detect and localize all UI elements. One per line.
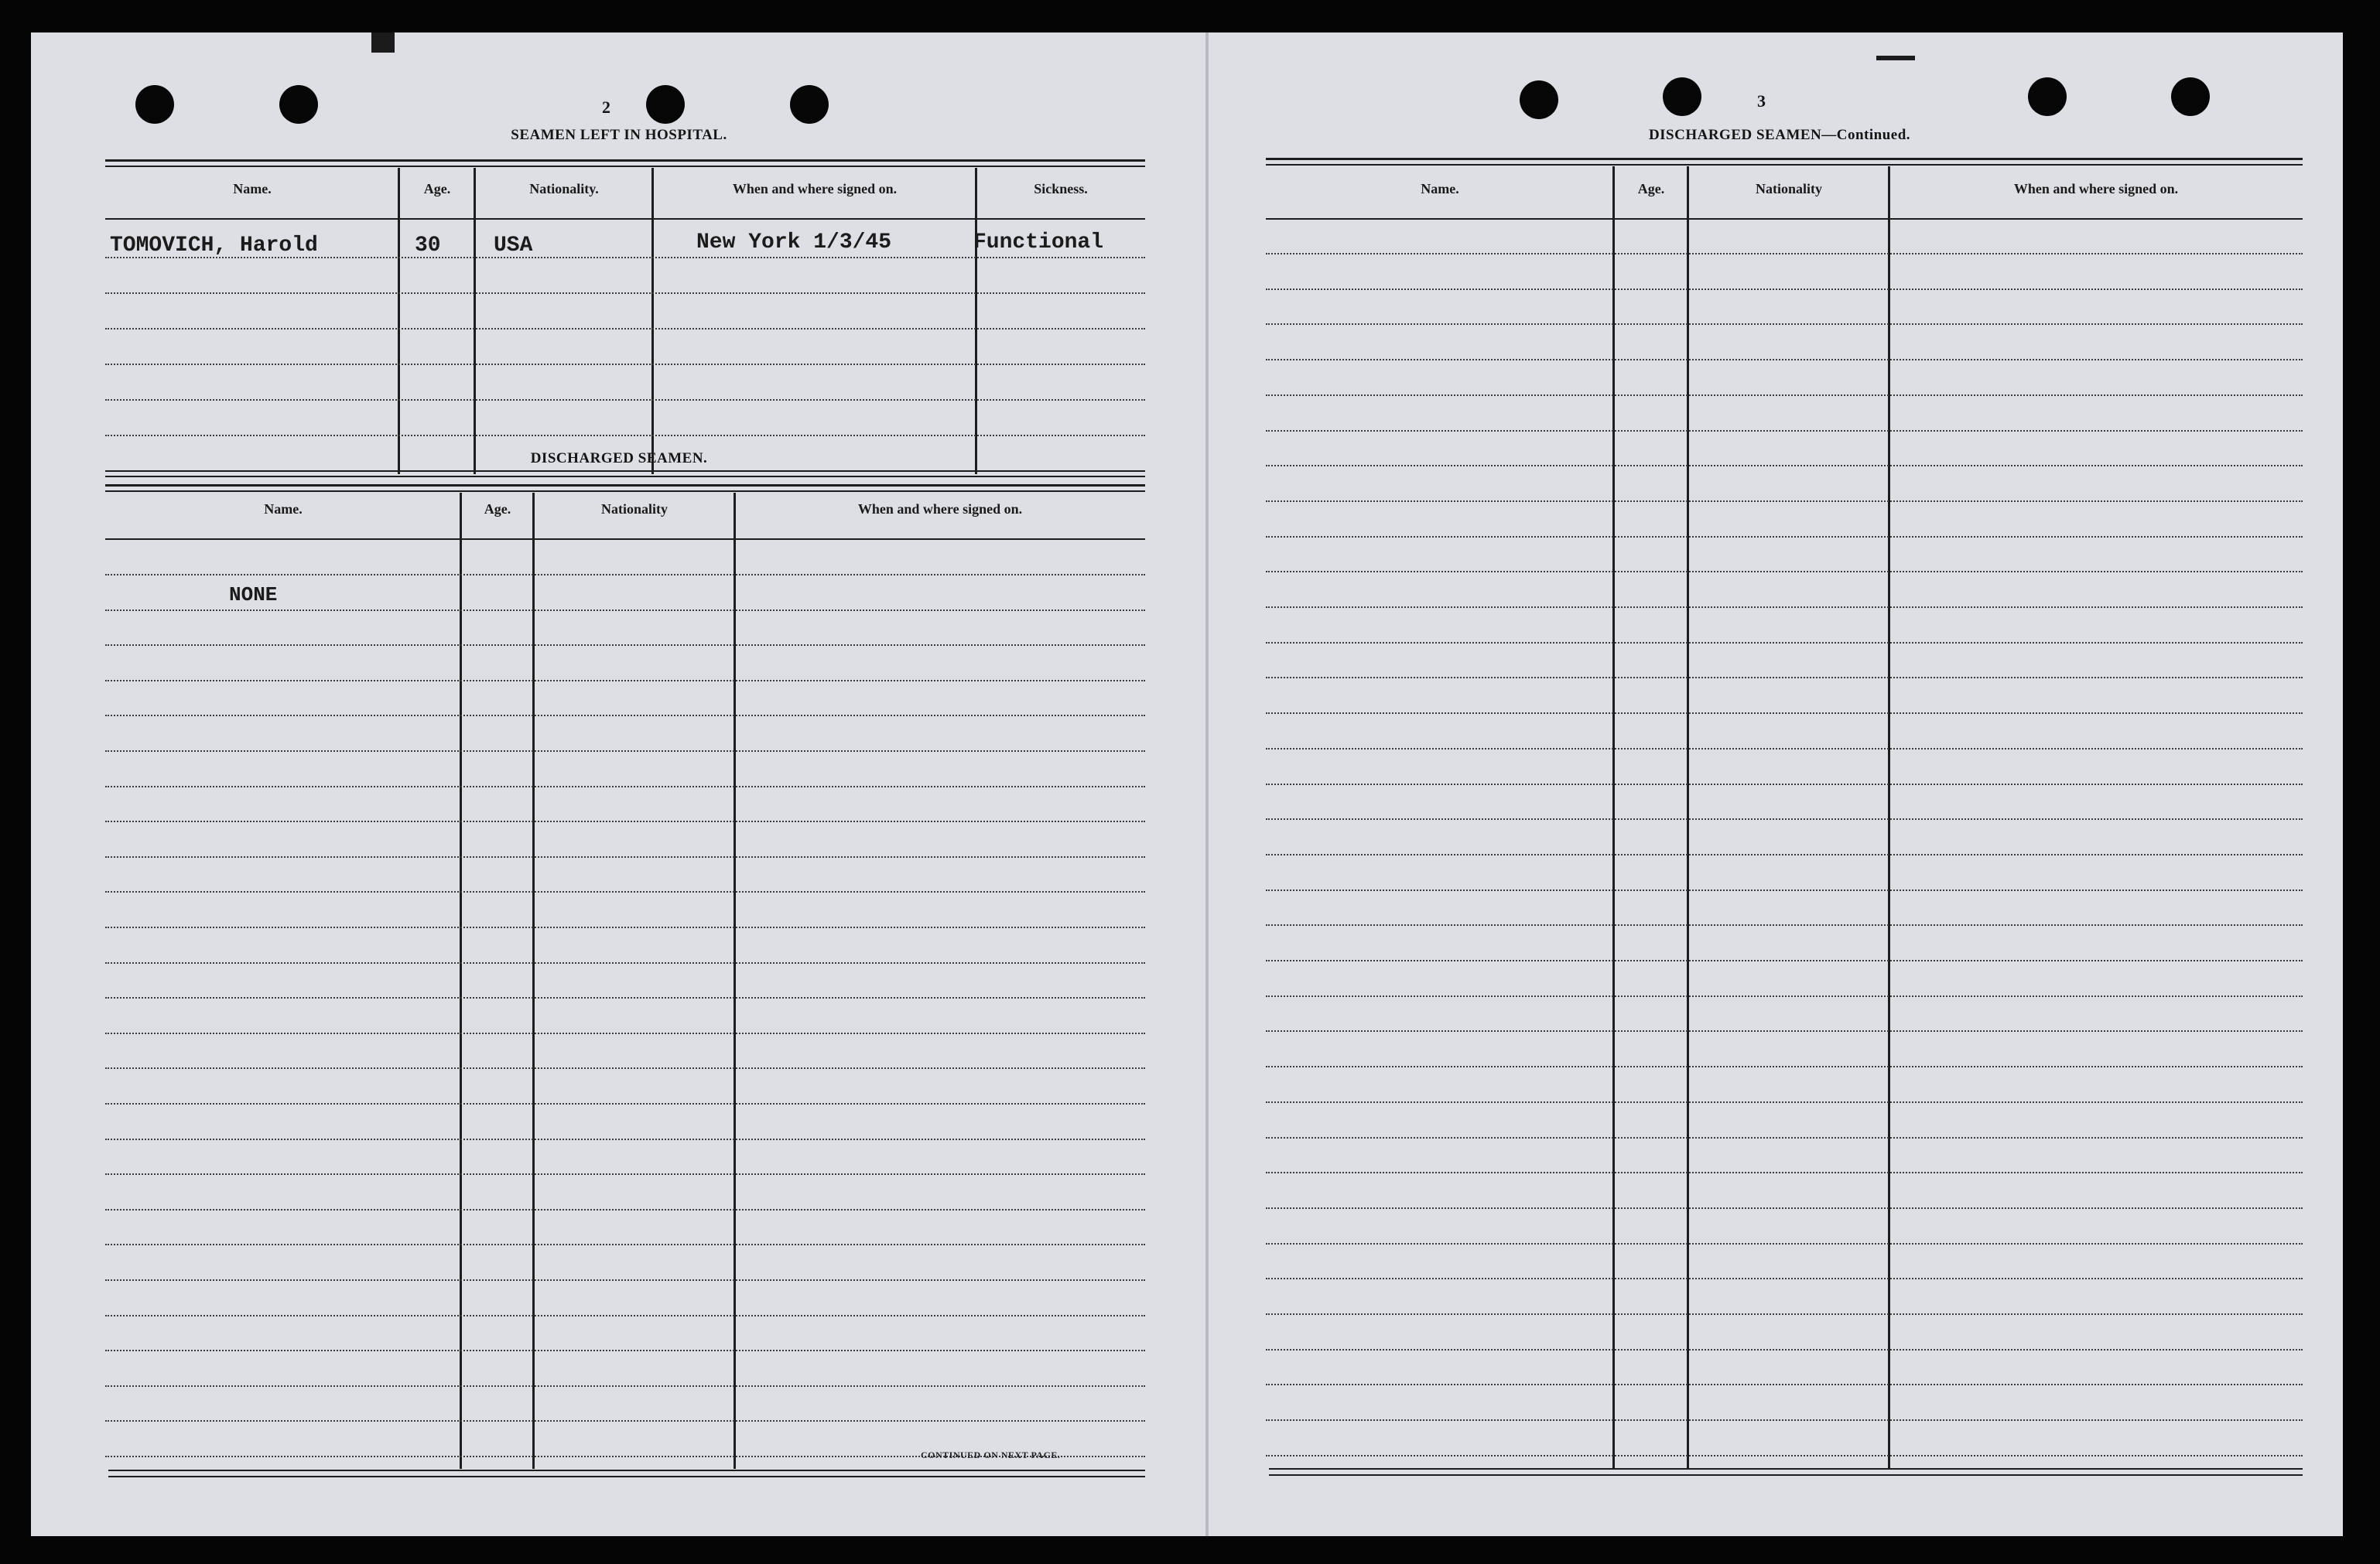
hospital-col-divider	[975, 168, 977, 474]
ruled-line	[105, 927, 1145, 928]
hospital-col-age: Age.	[423, 181, 451, 196]
ruled-line	[105, 750, 1145, 752]
hospital-top-rule	[105, 159, 1145, 162]
ruled-line	[1266, 1384, 2303, 1385]
ruled-line	[1266, 1419, 2303, 1421]
ruled-line	[105, 962, 1145, 964]
ruled-line	[1266, 1313, 2303, 1315]
ruled-line	[1266, 1101, 2303, 1103]
discharged-header-rule	[105, 538, 1145, 540]
ruled-line	[105, 1244, 1145, 1245]
discharged-entry-none: NONE	[229, 583, 278, 606]
ruled-line	[105, 435, 1145, 436]
ruled-line	[105, 680, 1145, 681]
right-top-rule	[1266, 158, 2303, 160]
punch-hole	[646, 85, 685, 124]
ruled-line	[1266, 571, 2303, 572]
ruled-line	[1266, 430, 2303, 432]
ruled-line	[1266, 677, 2303, 678]
right-col-nationality: Nationality	[1755, 181, 1822, 196]
hospital-col-divider	[474, 168, 476, 474]
ruled-line	[105, 856, 1145, 858]
ruled-line	[1266, 1243, 2303, 1245]
discharged-section-title: DISCHARGED SEAMEN.	[530, 450, 708, 466]
left-bottom-rule	[108, 1476, 1145, 1477]
discharged-top-rule	[105, 490, 1145, 492]
ruled-line	[1266, 1278, 2303, 1279]
ruled-line	[105, 399, 1145, 401]
ruled-line	[105, 1033, 1145, 1034]
ruled-line	[105, 644, 1145, 646]
ruled-line	[1266, 253, 2303, 254]
ruled-line	[1266, 394, 2303, 396]
hospital-col-nationality: Nationality.	[529, 181, 599, 196]
ruled-line	[105, 292, 1145, 294]
continued-section-title: DISCHARGED SEAMEN—Continued.	[1648, 127, 1911, 143]
punch-hole	[279, 85, 318, 124]
right-col-divider	[1888, 166, 1890, 1469]
punch-hole	[1663, 77, 1701, 116]
ruled-line	[105, 574, 1145, 575]
ruled-line	[105, 715, 1145, 716]
ruled-line	[105, 1209, 1145, 1211]
hospital-col-sickness: Sickness.	[1034, 181, 1088, 196]
right-top-rule	[1266, 164, 2303, 166]
right-col-divider	[1612, 166, 1615, 1469]
right-header-rule	[1266, 218, 2303, 220]
punch-hole	[2028, 77, 2067, 116]
ruled-line	[1266, 1349, 2303, 1351]
ruled-line	[105, 1420, 1145, 1422]
right-col-name: Name.	[1421, 181, 1459, 196]
discharged-col-nationality: Nationality	[600, 501, 668, 517]
punch-hole	[135, 85, 174, 124]
ruled-line	[105, 997, 1145, 999]
hospital-col-divider	[398, 168, 400, 474]
ruled-line	[1266, 500, 2303, 502]
ruled-line	[105, 1315, 1145, 1316]
ruled-line	[1266, 606, 2303, 608]
ruled-line	[1266, 890, 2303, 891]
ruled-line	[105, 1385, 1145, 1387]
hospital-col-signed-on: When and where signed on.	[732, 181, 898, 196]
hospital-row-nationality: USA	[494, 234, 533, 258]
right-col-divider	[1687, 166, 1689, 1469]
hospital-bottom-rule	[105, 476, 1145, 477]
ruled-line	[1266, 748, 2303, 750]
ruled-line	[1266, 1030, 2303, 1032]
hospital-col-divider	[651, 168, 654, 474]
ruled-line	[1266, 784, 2303, 785]
punch-hole	[1520, 80, 1558, 119]
ruled-line	[1266, 1066, 2303, 1067]
ruled-line	[1266, 1137, 2303, 1139]
discharged-col-divider	[532, 493, 535, 1469]
ruled-line	[105, 1103, 1145, 1105]
ruled-line	[105, 1067, 1145, 1069]
hospital-section-title: SEAMEN LEFT IN HOSPITAL.	[511, 127, 727, 143]
ruled-line	[105, 1279, 1145, 1281]
ruled-line	[1266, 1207, 2303, 1209]
ruled-line	[1266, 1172, 2303, 1173]
discharged-col-name: Name.	[264, 501, 303, 517]
ruled-line	[1266, 995, 2303, 997]
discharged-col-divider	[733, 493, 736, 1469]
discharged-col-age: Age.	[484, 501, 511, 517]
punch-hole	[2171, 77, 2210, 116]
discharged-col-divider	[460, 493, 462, 1469]
scan-mark	[1876, 56, 1915, 60]
page-fold	[1205, 32, 1209, 1536]
discharged-top-rule	[105, 484, 1145, 487]
continued-note: CONTINUED ON NEXT PAGE.	[921, 1450, 1061, 1460]
ruled-line	[105, 821, 1145, 822]
ruled-line	[105, 610, 1145, 611]
ruled-line	[105, 786, 1145, 787]
punch-hole	[790, 85, 829, 124]
ruled-line	[1266, 359, 2303, 360]
ruled-line	[1266, 818, 2303, 820]
ruled-line	[1266, 536, 2303, 538]
ruled-line	[105, 1350, 1145, 1351]
ruled-line	[1266, 854, 2303, 855]
hospital-row-signed-on: New York 1/3/45	[696, 231, 892, 254]
right-col-age: Age.	[1637, 181, 1665, 196]
ruled-line	[105, 328, 1145, 330]
discharged-col-signed-on: When and where signed on.	[857, 501, 1023, 517]
logbook-spread	[31, 32, 2343, 1536]
hospital-header-rule	[105, 218, 1145, 220]
right-bottom-rule	[1269, 1468, 2303, 1470]
ruled-line	[1266, 323, 2303, 325]
ruled-line	[105, 1139, 1145, 1140]
hospital-row-name: TOMOVICH, Harold	[110, 234, 318, 258]
ruled-line	[1266, 289, 2303, 290]
scan-mark	[371, 32, 395, 53]
ruled-line	[105, 364, 1145, 365]
hospital-bottom-rule	[105, 470, 1145, 472]
ruled-line	[1266, 712, 2303, 714]
right-bottom-rule	[1269, 1474, 2303, 1476]
ruled-line	[1266, 1455, 2303, 1456]
page-number-left: 2	[602, 97, 610, 117]
hospital-row-age: 30	[415, 234, 441, 258]
ruled-line	[1266, 642, 2303, 644]
ruled-line	[1266, 924, 2303, 926]
left-bottom-rule	[108, 1470, 1145, 1471]
ruled-line	[105, 891, 1145, 893]
hospital-row-sickness: Functional	[973, 231, 1104, 254]
ruled-line	[1266, 465, 2303, 466]
hospital-top-rule	[105, 166, 1145, 167]
ruled-line	[105, 1173, 1145, 1175]
right-col-signed-on: When and where signed on.	[2013, 181, 2179, 196]
ruled-line	[1266, 960, 2303, 961]
page-number-right: 3	[1757, 91, 1766, 111]
hospital-col-name: Name.	[233, 181, 272, 196]
